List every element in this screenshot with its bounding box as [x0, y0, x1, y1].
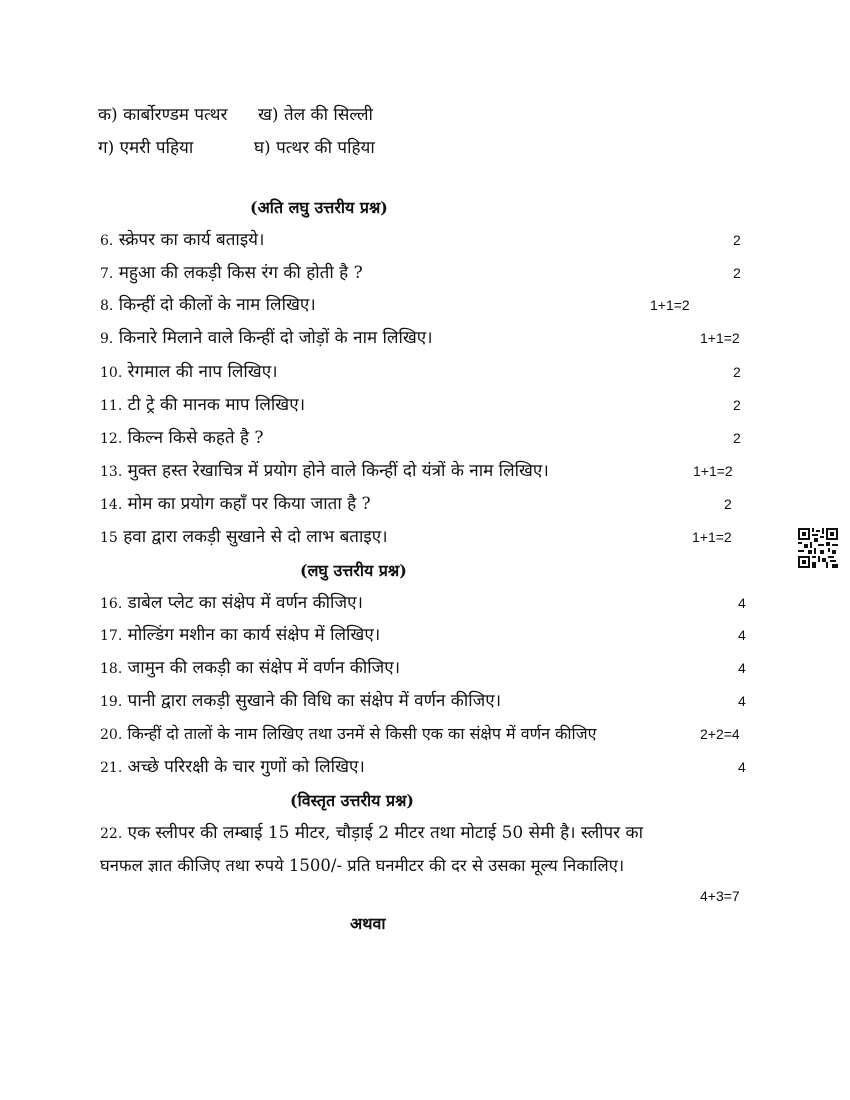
question-13-marks: 1+1=2	[693, 463, 733, 479]
question-17: 17. मोल्डिंग मशीन का कार्य संक्षेप में लिखिए।	[100, 625, 381, 645]
or-label: अथवा	[350, 914, 386, 933]
question-14-marks: 2	[724, 496, 732, 512]
question-15-marks: 1+1=2	[692, 529, 732, 545]
question-19: 19. पानी द्वारा लकड़ी सुखाने की विधि का संक्षेप में वर्णन कीजिए।	[100, 691, 502, 711]
question-18-marks: 4	[738, 660, 746, 676]
section-heading-short: (लघु उत्तरीय प्रश्न)	[300, 561, 407, 580]
question-19-marks: 4	[738, 693, 746, 709]
question-14: 14. मोम का प्रयोग कहाँ पर किया जाता है ?	[100, 494, 371, 514]
question-17-marks: 4	[738, 627, 746, 643]
option-c: ग) एमरी पहिया	[98, 138, 194, 158]
question-11-marks: 2	[733, 397, 741, 413]
question-16-marks: 4	[738, 595, 746, 611]
question-7-marks: 2	[733, 265, 741, 281]
question-18: 18. जामुन की लकड़ी का संक्षेप में वर्णन कीजिए।	[100, 658, 401, 678]
question-22-marks: 4+3=7	[700, 888, 740, 904]
question-22-line-1: 22. एक स्लीपर की लम्बाई 15 मीटर, चौड़ाई 2 मीटर तथा मोटाई 50 सेमी है। स्लीपर का	[100, 823, 643, 843]
option-b: ख) तेल की सिल्ली	[258, 105, 373, 125]
question-16: 16. डाबेल प्लेट का संक्षेप में वर्णन कीजिए।	[100, 593, 363, 613]
question-21: 21. अच्छे परिरक्षी के चार गुणों को लिखिए।	[100, 757, 365, 777]
question-12: 12. किल्न किसे कहते है ?	[100, 428, 264, 448]
question-22-line-2: घनफल ज्ञात कीजिए तथा रुपये 1500/- प्रति घनमीटर की दर से उसका मूल्य निकालिए।	[100, 856, 625, 875]
question-9: 9. किनारे मिलाने वाले किन्हीं दो जोड़ों के नाम लिखिए।	[100, 328, 433, 348]
question-15: 15 हवा द्वारा लकड़ी सुखाने से दो लाभ बताइए।	[100, 527, 388, 547]
section-heading-long: (विस्तृत उत्तरीय प्रश्न)	[290, 791, 414, 810]
question-21-marks: 4	[738, 759, 746, 775]
question-12-marks: 2	[733, 430, 741, 446]
option-d: घ) पत्थर की पहिया	[254, 138, 375, 158]
option-a: क) कार्बोरण्डम पत्थर	[98, 105, 228, 125]
question-13: 13. मुक्त हस्त रेखाचित्र में प्रयोग होने वाले किन्हीं दो यंत्रों के नाम लिखिए।	[100, 461, 549, 481]
question-8-marks: 1+1=2	[650, 297, 690, 313]
question-20: 20. किन्हीं दो तालों के नाम लिखिए तथा उनमें से किसी एक का संक्षेप में वर्णन कीजिए	[100, 724, 597, 743]
question-7: 7. महुआ की लकड़ी किस रंग की होती है ?	[100, 263, 363, 283]
question-9-marks: 1+1=2	[700, 330, 740, 346]
qr-code-icon	[798, 528, 838, 568]
question-11: 11. टी ट्रे की मानक माप लिखिए।	[100, 395, 306, 415]
question-6: 6. स्क्रेपर का कार्य बताइये।	[100, 230, 265, 250]
question-6-marks: 2	[733, 232, 741, 248]
question-8: 8. किन्हीं दो कीलों के नाम लिखिए।	[100, 295, 316, 315]
question-10-marks: 2	[733, 364, 741, 380]
section-heading-very-short: (अति लघु उत्तरीय प्रश्न)	[250, 198, 388, 217]
question-20-marks: 2+2=4	[700, 726, 740, 742]
question-10: 10. रेगमाल की नाप लिखिए।	[100, 362, 278, 382]
